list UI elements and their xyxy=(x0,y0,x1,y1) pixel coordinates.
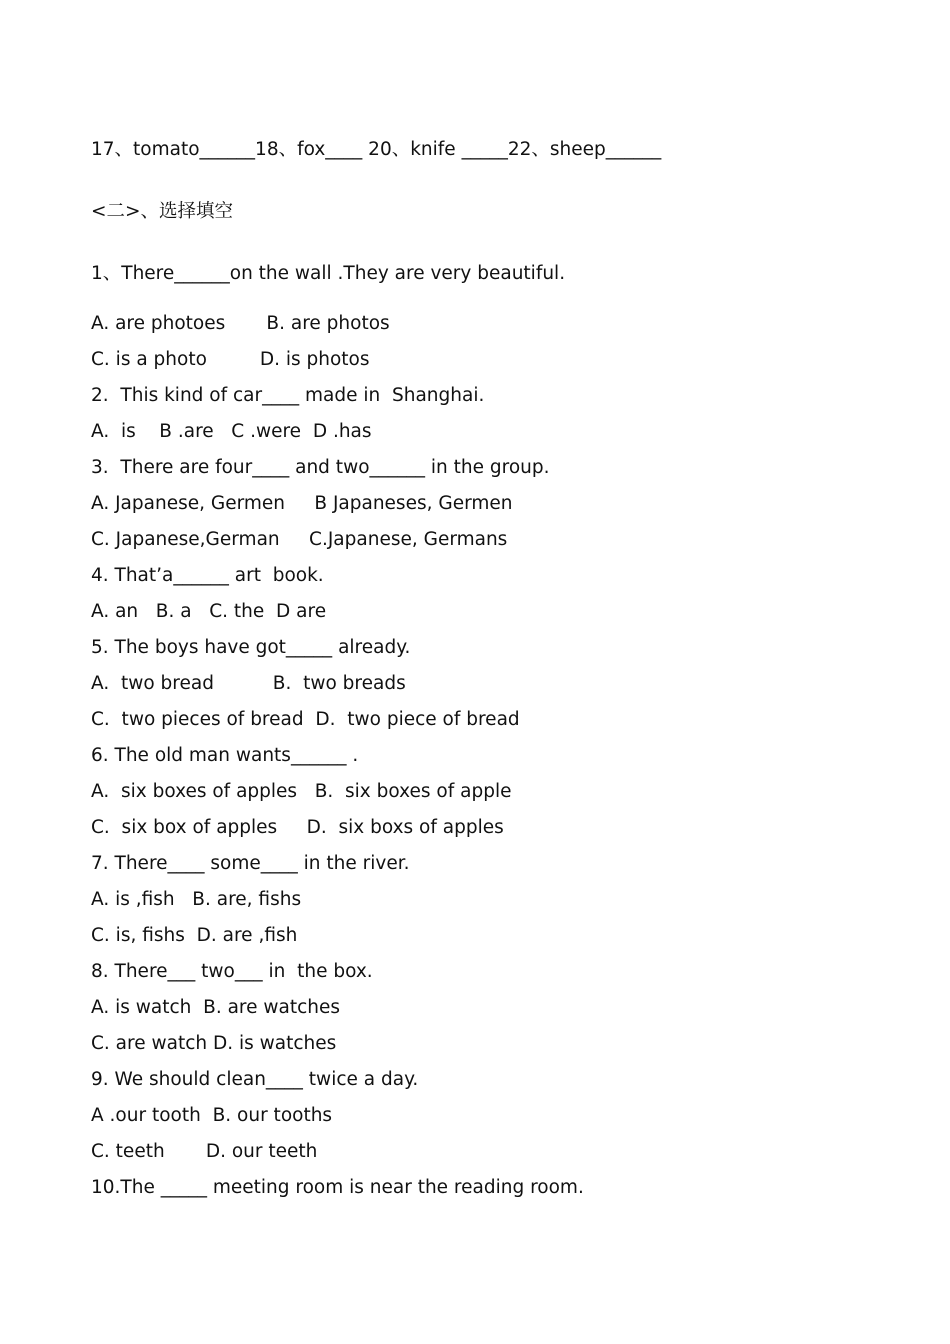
question-7-options-cd: C. is, fishs D. are ,fish xyxy=(91,925,298,946)
question-1-options-cd: C. is a photo D. is photos xyxy=(91,349,370,370)
question-8: 8. There___ two___ in the box. xyxy=(91,961,373,982)
question-3: 3. There are four____ and two______ in the group. xyxy=(91,457,550,478)
question-3-options-cd: C. Japanese,German C.Japanese, Germans xyxy=(91,529,508,550)
question-9-options-cd: C. teeth D. our teeth xyxy=(91,1141,318,1162)
question-6-options-ab: A. six boxes of apples B. six boxes of apple xyxy=(91,781,512,802)
question-1-options-ab: A. are photoes B. are photos xyxy=(91,313,390,334)
question-8-options-cd: C. are watch D. is watches xyxy=(91,1033,337,1054)
question-5-options-cd: C. two pieces of bread D. two piece of bread xyxy=(91,709,520,730)
question-3-options-ab: A. Japanese, Germen B Japaneses, Germen xyxy=(91,493,513,514)
question-6: 6. The old man wants______ . xyxy=(91,745,359,766)
question-5: 5. The boys have got_____ already. xyxy=(91,637,411,658)
question-4-options: A. an B. a C. the D are xyxy=(91,601,327,622)
question-1: 1、There______on the wall .They are very beautiful. xyxy=(91,263,566,284)
question-10: 10.The _____ meeting room is near the reading room. xyxy=(91,1177,584,1198)
question-5-options-ab: A. two bread B. two breads xyxy=(91,673,406,694)
question-9-options-ab: A .our tooth B. our tooths xyxy=(91,1105,333,1126)
question-7-options-ab: A. is ,fish B. are, fishs xyxy=(91,889,302,910)
question-9: 9. We should clean____ twice a day. xyxy=(91,1069,419,1090)
question-8-options-ab: A. is watch B. are watches xyxy=(91,997,341,1018)
question-7: 7. There____ some____ in the river. xyxy=(91,853,410,874)
question-4: 4. That’a______ art book. xyxy=(91,565,324,586)
plural-fill-blank-line: 17、tomato______18、fox____ 20、knife _____22、sheep______ xyxy=(91,139,662,160)
question-2: 2. This kind of car____ made in Shanghai. xyxy=(91,385,485,406)
section-heading: <二>、选择填空 xyxy=(91,201,234,222)
question-6-options-cd: C. six box of apples D. six boxs of apples xyxy=(91,817,504,838)
question-2-options: A. is B .are C .were D .has xyxy=(91,421,372,442)
